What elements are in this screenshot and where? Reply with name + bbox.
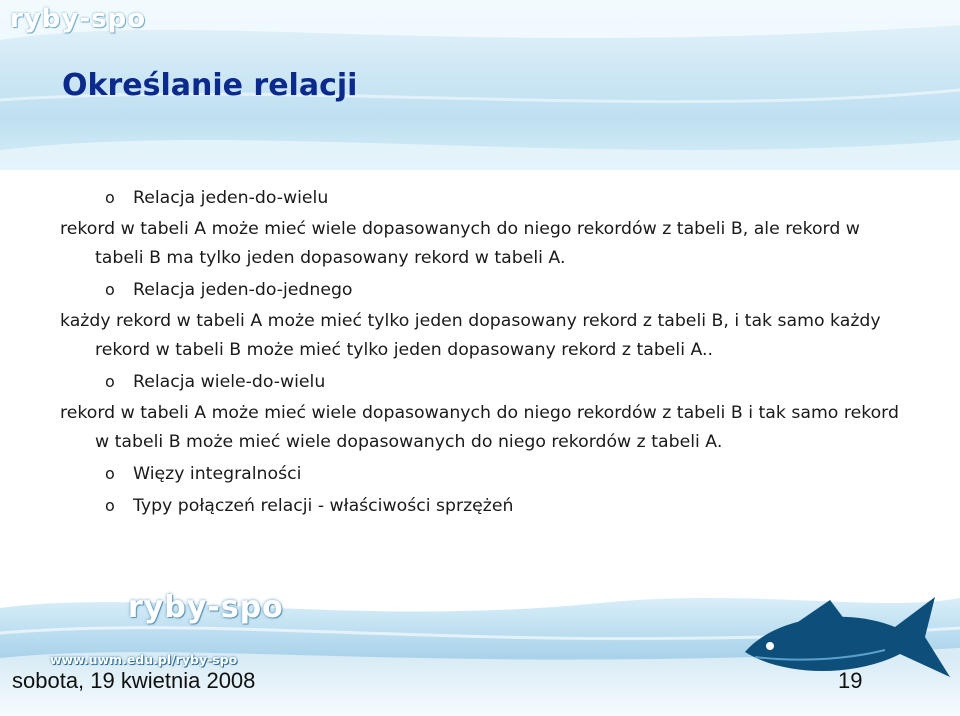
bullet-marker: o [105, 464, 115, 483]
bullet-marker: o [105, 372, 115, 391]
footer-logo: ryby-spo [128, 590, 284, 625]
page-number: 19 [838, 668, 863, 693]
footer-date: sobota, 19 kwietnia 2008 [12, 668, 256, 693]
paragraph: każdy rekord w tabeli A może mieć tylko jeden dopasowany rekord z tabeli B, i tak samo każdy rekord w tabeli B może mieć tylko jeden dopasowany rekord z tabeli A.. [60, 311, 881, 360]
bullet-item [105, 367, 900, 397]
slide-title: Określanie relacji [62, 68, 358, 103]
bullet-text: Typy połączeń relacji - właściwości sprzężeń [133, 496, 514, 516]
bullet-marker: o [105, 280, 115, 299]
paragraph: rekord w tabeli A może mieć wiele dopasowanych do niego rekordów z tabeli B i tak samo rekord w tabeli B może mieć wiele dopasowanych do niego rekordów z tabeli A. [60, 403, 899, 452]
bullet-text: Relacja wiele-do-wielu [133, 372, 326, 392]
bullet-text: Relacja jeden-do-wielu [133, 188, 329, 208]
bullet-item [105, 183, 900, 213]
header-logo: ryby-spo [10, 4, 147, 34]
paragraph: rekord w tabeli A może mieć wiele dopasowanych do niego rekordów z tabeli B, ale rekord w tabeli B ma tylko jeden dopasowany rekord w tabeli A. [60, 219, 860, 268]
bullet-item [105, 491, 900, 521]
bullet-text: Relacja jeden-do-jednego [133, 280, 353, 300]
bullet-item [105, 275, 900, 305]
slide-content [60, 183, 900, 523]
bullet-text: Więzy integralności [133, 464, 302, 484]
footer-url-link[interactable]: www.uwm.edu.pl/ryby-spo [50, 652, 238, 667]
bullet-marker: o [105, 496, 115, 515]
bullet-marker: o [105, 188, 115, 207]
bullet-item [105, 459, 900, 489]
